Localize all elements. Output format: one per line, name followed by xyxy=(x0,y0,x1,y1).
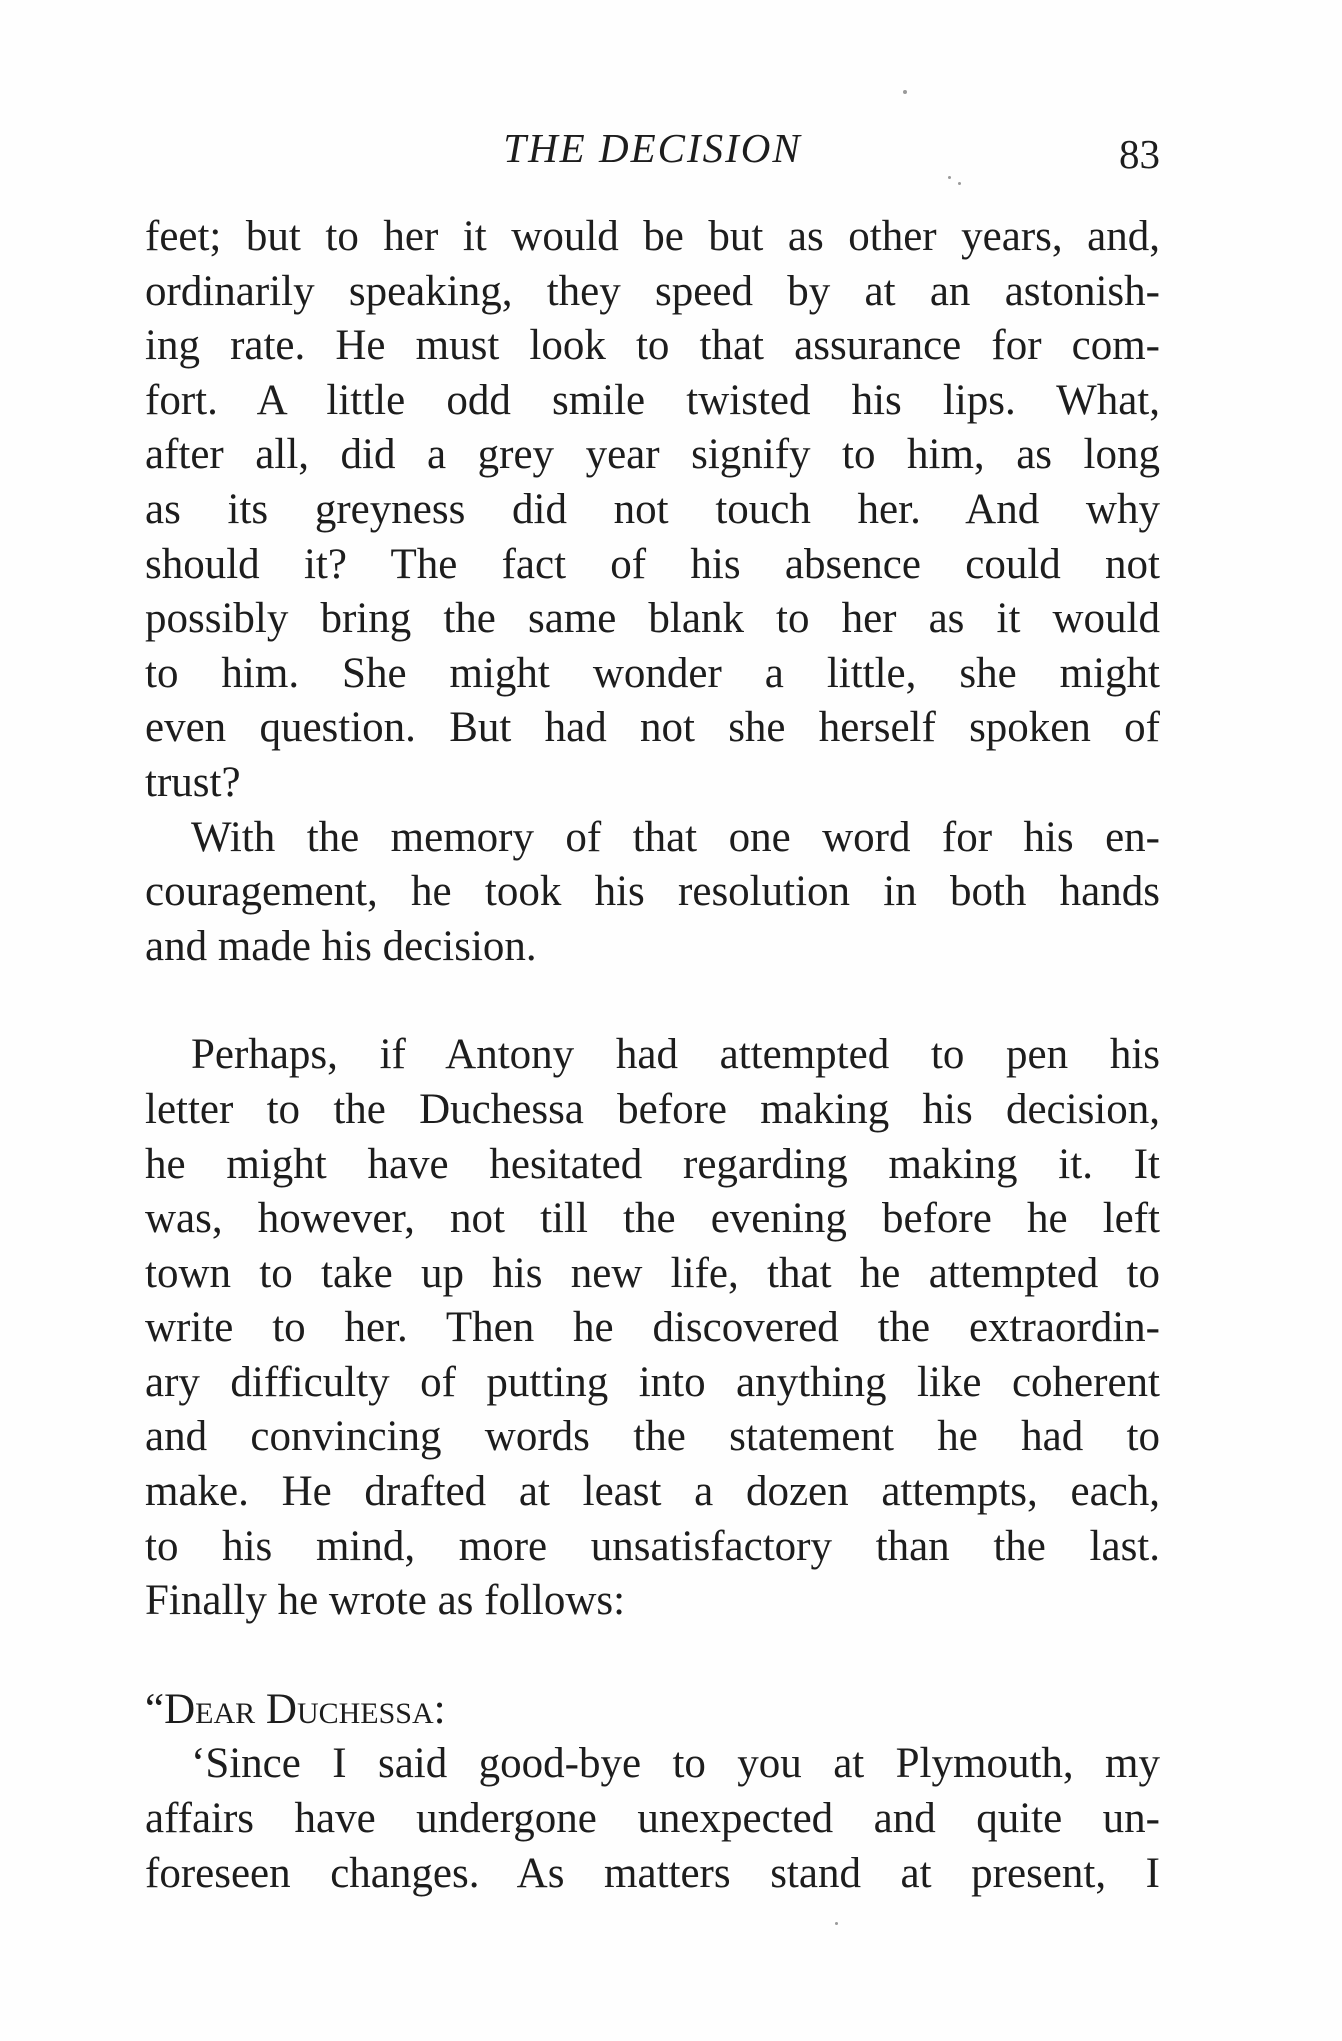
text-line: and convincing words the statement he had to xyxy=(145,1413,1160,1461)
text-line: make. He drafted at least a dozen attempts, each, xyxy=(145,1468,1160,1516)
paragraph-1 xyxy=(145,210,1160,811)
text-line: feet; but to her it would be but as other years, and, xyxy=(145,213,1160,260)
running-title: THE DECISION xyxy=(503,125,802,171)
paragraph-3 xyxy=(145,1028,1160,1629)
text-line: town to take up his new life, that he attempted to xyxy=(145,1249,1160,1297)
text-line: to his mind, more unsatisfactory than the last. xyxy=(145,1522,1160,1570)
section-break xyxy=(145,974,1160,1028)
text-line: to him. She might wonder a little, she might xyxy=(145,649,1160,697)
running-head xyxy=(145,118,1160,178)
text-line: as its greyness did not touch her. And why xyxy=(145,485,1160,533)
text-line: write to her. Then he discovered the extraordin- xyxy=(145,1304,1160,1352)
text-line: fort. A little odd smile twisted his lips. What, xyxy=(145,376,1160,424)
text-line: couragement, he took his resolution in both hands xyxy=(145,868,1160,916)
body-text xyxy=(145,210,1160,1901)
text-line: ing rate. He must look to that assurance for com- xyxy=(145,322,1160,370)
text-line: letter to the Duchessa before making his decision, xyxy=(145,1085,1160,1133)
text-line: trust? xyxy=(145,758,241,806)
text-line: With the memory of that one word for his en- xyxy=(191,813,1160,861)
text-line: should it? The fact of his absence could not xyxy=(145,540,1160,588)
page-number: 83 xyxy=(1119,131,1160,177)
text-line: foreseen changes. As matters stand at present, I xyxy=(145,1849,1160,1897)
section-break xyxy=(145,1629,1160,1683)
text-line: and made his decision. xyxy=(145,922,537,970)
letter-salutation: “Dear Duchessa: xyxy=(145,1685,446,1733)
text-line: ary difficulty of putting into anything like coherent xyxy=(145,1358,1160,1406)
text-line: affairs have undergone unexpected and quite un- xyxy=(145,1795,1160,1843)
text-line: possibly bring the same blank to her as it would xyxy=(145,595,1160,643)
text-line: even question. But had not she herself spoken of xyxy=(145,704,1160,752)
text-line: after all, did a grey year signify to him, as long xyxy=(145,431,1160,479)
text-line: ‘Since I said good-bye to you at Plymouth, my xyxy=(191,1740,1160,1788)
paragraph-2 xyxy=(145,811,1160,975)
text-line: Finally he wrote as follows: xyxy=(145,1577,626,1625)
text-line: ordinarily speaking, they speed by at an astonish- xyxy=(145,267,1160,315)
letter xyxy=(145,1683,1160,1901)
text-line: he might have hesitated regarding making it. It xyxy=(145,1140,1160,1188)
text-line: was, however, not till the evening before he left xyxy=(145,1195,1160,1243)
text-line: Perhaps, if Antony had attempted to pen his xyxy=(191,1031,1160,1079)
